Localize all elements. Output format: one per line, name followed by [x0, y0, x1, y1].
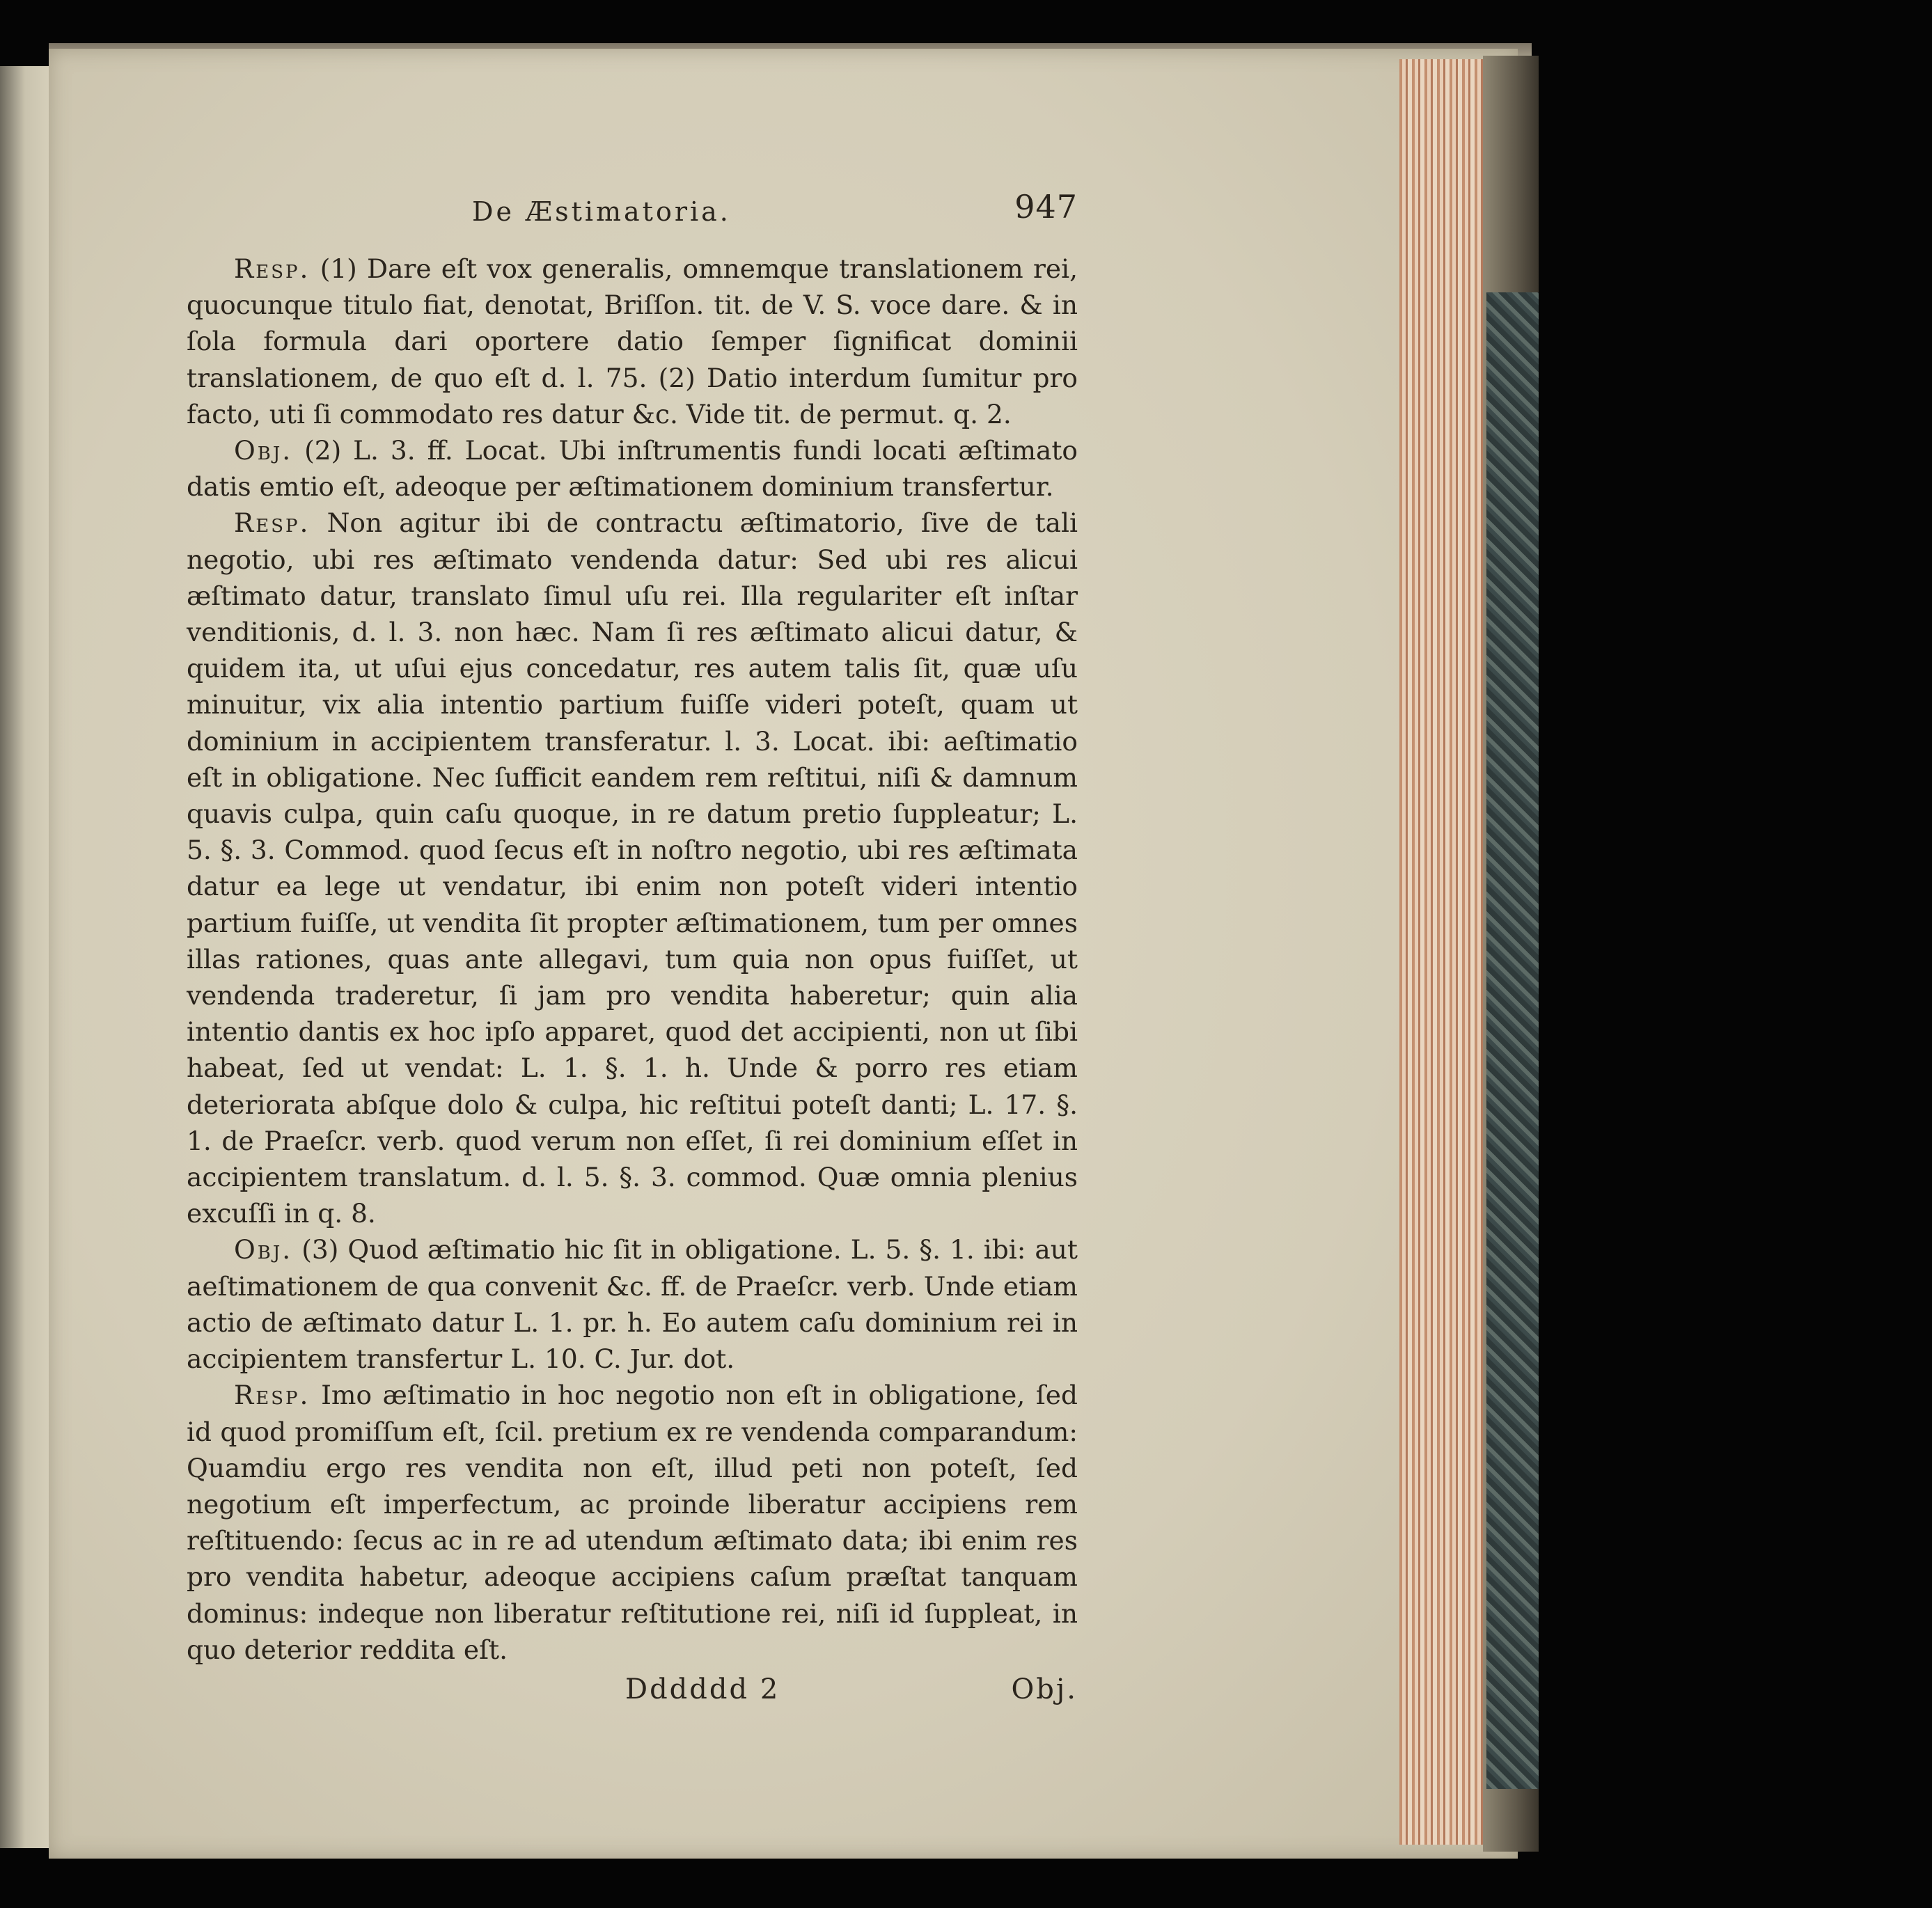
- paragraph-text: Imo æſtimatio in hoc negotio non eſt in obligatione, ſed id quod promiſſum eſt, ſcil. pretium ex re vendenda comparandum: Quamdiu ergo res vendita non eſt, illud peti non poteſt, ſed negotium eſt imperfectum, ac proinde liberatur accipiens rem reſtituendo: ſecus ac in re ad utendum æſtimato data; ibi enim res pro vendita habetur, adeoque accipiens caſum præſtat tanquam dominus: indeque non liberatur reſtitutione rei, niſi id ſuppleat, in quo deterior reddita eſt.: [187, 1380, 1078, 1665]
- page-footer: [187, 1673, 1078, 1722]
- paragraph-label: Resp.: [234, 1380, 311, 1411]
- catchword: Obj.: [1011, 1673, 1078, 1705]
- page-fore-edge: [1399, 59, 1486, 1845]
- paragraph-label: Obj.: [234, 1234, 293, 1266]
- signature-mark: Dddddd 2: [625, 1673, 780, 1705]
- paragraph-label: Resp.: [234, 507, 311, 539]
- page-number: 947: [1014, 188, 1078, 226]
- paragraph: [187, 505, 1078, 1231]
- paragraph: [187, 251, 1078, 432]
- paragraph: [187, 1377, 1078, 1668]
- paragraph-text: (3) Quod æſtimatio hic ſit in obligatione. L. 5. §. 1. ibi: aut aeſtimationem de qua convenit &c. ff. de Praeſcr. verb. Unde etiam actio de æſtimato datur L. 1. pr. h. Eo autem caſu dominium rei in accipientem transfertur L. 10. C. Jur. dot.: [187, 1234, 1078, 1375]
- paragraph-label: Obj.: [234, 435, 293, 466]
- page-header: [187, 188, 1078, 251]
- paragraph-text: (2) L. 3. ff. Locat. Ubi inſtrumentis fundi locati æſtimato datis emtio eſt, adeoque per æſtimationem dominium transfertur.: [187, 435, 1078, 503]
- marbled-cover-board: [1486, 292, 1539, 1789]
- paragraph-label: Resp.: [234, 253, 311, 284]
- paragraph: [187, 1231, 1078, 1377]
- paragraph-text: Non agitur ibi de contractu æſtimatorio, ſive de tali negotio, ubi res æſtimato vendenda datur: Sed ubi res alicui æſtimato datur, translato ſimul uſu rei. Illa regulariter eſt inſtar venditionis, d. l. 3. non hæc. Nam ſi res æſtimato alicui datur, & quidem ita, ut uſui ejus concedatur, res autem talis ſit, quæ uſu minuitur, vix alia intentio partium fuiſſe videri poteſt, quam ut dominium in accipientem transferatur. l. 3. Locat. ibi: aeſtimatio eſt in obligatione. Nec ſufficit eandem rem reſtitui, niſi & damnum quavis culpa, quin caſu quoque, in re datum pretio ſuppleatur; L. 5. §. 3. Commod. quod ſecus eſt in noſtro negotio, ubi res æſtimata datur ea lege ut vendatur, ibi enim non poteſt videri intentio partium fuiſſe, ut vendita ſit propter æſtimationem, tum per omnes illas rationes, quas ante allegavi, tum quia non opus fuiſſet, ut vendenda traderetur, ſi jam pro vendita haberetur; quin alia intentio dantis ex hoc ipſo apparet, quod det accipienti, non ut ſibi habeat, ſed ut vendat: L. 1. §. 1. h. Unde & porro res etiam deteriorata abſque dolo & culpa, hic reſtitui poteſt danti; L. 17. §. 1. de Praeſcr. verb. quod verum non eſſet, ſi rei dominium eſſet in accipientem translatum. d. l. 5. §. 3. commod. Quæ omnia plenius excuſſi in q. 8.: [187, 507, 1078, 1229]
- page-content: [187, 188, 1078, 1722]
- body-text: [187, 251, 1078, 1668]
- paragraph: [187, 432, 1078, 505]
- paragraph-text: (1) Dare eſt vox generalis, omnemque translationem rei, quocunque titulo fiat, denotat, Briſſon. tit. de V. S. voce dare. & in ſola formula dari oportere datio ſemper ſignificat dominii translationem, de quo eſt d. l. 75. (2) Datio interdum ſumitur pro facto, uti ſi commodato res datur &c. Vide tit. de permut. q. 2.: [187, 253, 1078, 429]
- running-title: De Æstimatoria.: [472, 196, 731, 227]
